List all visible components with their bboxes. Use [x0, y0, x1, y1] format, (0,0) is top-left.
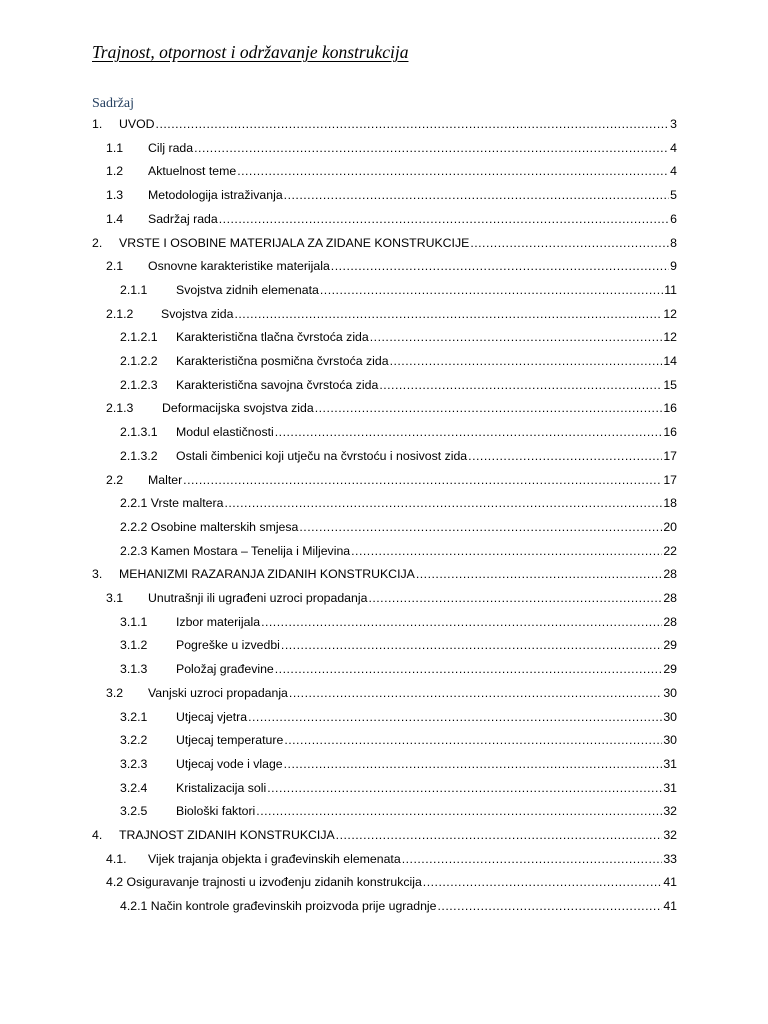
toc-dot-leader	[224, 493, 662, 513]
toc-entry-number: 2.1.2.1	[120, 330, 158, 345]
toc-dot-leader	[234, 304, 662, 324]
toc-entry[interactable]	[106, 872, 677, 892]
toc-entry-title: Unutrašnji ili ugrađeni uzroci propadanja	[148, 591, 368, 605]
toc-entry-number: 3.	[92, 567, 103, 582]
toc-dot-leader	[320, 280, 663, 300]
toc-entry-page: 22	[663, 543, 677, 558]
toc-dot-leader	[331, 256, 669, 276]
toc-entry-page: 33	[663, 851, 677, 866]
toc-entry-title: Karakteristična posmična čvrstoća zida	[176, 354, 389, 368]
toc-entry-page: 18	[663, 496, 677, 511]
toc-entry-page: 30	[663, 733, 677, 748]
toc-entry-number: 1.	[92, 117, 103, 131]
toc-dot-leader	[470, 233, 669, 253]
toc-entry[interactable]	[92, 564, 677, 584]
toc-entry-page: 28	[663, 614, 677, 629]
toc-entry-title: Utjecaj vode i vlage	[176, 756, 283, 771]
toc-entry-page: 4	[670, 140, 677, 155]
toc-entry[interactable]	[106, 849, 677, 869]
toc-entry-number: 1.2	[106, 164, 124, 179]
toc-entry[interactable]	[106, 256, 677, 276]
toc-entry-title: Karakteristična tlačna čvrstoća zida	[176, 330, 369, 345]
toc-dot-leader	[237, 161, 669, 181]
toc-dot-leader	[284, 185, 670, 205]
toc-entry[interactable]	[106, 398, 677, 418]
toc-entry-title: Ostali čimbenici koji utječu na čvrstoću i nosivost zida	[176, 448, 468, 463]
toc-entry-number: 2.1.2	[106, 306, 134, 321]
toc-entry[interactable]	[120, 801, 677, 821]
toc-entry-number: 4.1.	[106, 851, 127, 866]
toc-entry-number: 1.3	[106, 188, 124, 203]
toc-entry[interactable]	[120, 896, 677, 916]
toc-entry[interactable]	[106, 185, 677, 205]
toc-dot-leader	[275, 659, 663, 679]
toc-dot-leader	[416, 564, 662, 584]
toc-entry[interactable]	[120, 659, 677, 679]
toc-entry-number: 2.1	[106, 259, 124, 274]
toc-entry-page: 20	[663, 519, 677, 534]
toc-entry-page: 41	[663, 899, 677, 914]
toc-entry[interactable]	[92, 825, 677, 845]
toc-dot-leader	[402, 849, 663, 869]
toc-entry-title: TRAJNOST ZIDANIH KONSTRUKCIJA	[119, 828, 335, 842]
toc-entry-title: Utjecaj temperature	[176, 733, 284, 748]
toc-entry-page: 28	[663, 567, 677, 582]
toc-entry-page: 29	[663, 638, 677, 653]
toc-dot-leader	[315, 398, 663, 418]
toc-entry-title: Kristalizacija soli	[176, 780, 267, 795]
toc-entry-title: Utjecaj vjetra	[176, 709, 248, 724]
toc-entry[interactable]	[120, 612, 677, 632]
toc-entry-title: Vijek trajanja objekta i građevinskih elemenata	[148, 851, 401, 866]
toc-entry-page: 16	[663, 425, 677, 440]
toc-entry[interactable]	[120, 351, 677, 371]
toc-dot-leader	[256, 801, 662, 821]
toc-entry[interactable]	[92, 233, 677, 253]
toc-entry-title: Izbor materijala	[176, 614, 261, 629]
toc-entry-number: 2.2	[106, 472, 124, 487]
toc-entry-number: 3.2.2	[120, 733, 148, 748]
toc-dot-leader	[351, 541, 662, 561]
toc-entry[interactable]	[106, 470, 677, 490]
toc-dot-leader	[370, 327, 663, 347]
toc-entry-page: 17	[663, 472, 677, 487]
toc-entry-number: 3.2.1	[120, 709, 148, 724]
toc-entry-title: 2.2.3 Kamen Mostara – Tenelija i Miljevina	[120, 543, 351, 558]
toc-entry-page: 31	[663, 756, 677, 771]
toc-dot-leader	[299, 517, 662, 537]
toc-entry-title: Karakteristična savojna čvrstoća zida	[176, 377, 379, 392]
toc-entry-page: 41	[663, 875, 677, 890]
toc-entry-number: 3.1	[106, 591, 124, 605]
toc-entry-page: 4	[670, 164, 677, 179]
toc-dot-leader	[379, 375, 662, 395]
toc-dot-leader	[275, 422, 663, 442]
page-header: Trajnost, otpornost i održavanje konstrukcija	[92, 42, 409, 62]
toc-entry[interactable]	[120, 707, 677, 727]
toc-entry-title: Svojstva zida	[161, 306, 234, 321]
toc-entry-page: 17	[663, 448, 677, 463]
toc-entry-page: 15	[663, 377, 677, 392]
toc-entry-page: 30	[663, 685, 677, 700]
toc-entry-page: 12	[663, 306, 677, 321]
toc-entry-page: 8	[670, 235, 677, 250]
toc-entry[interactable]	[106, 683, 677, 703]
toc-dot-leader	[390, 351, 663, 371]
toc-entry[interactable]	[106, 588, 677, 608]
toc-entry[interactable]	[120, 730, 677, 750]
toc-entry-page: 29	[663, 662, 677, 677]
toc-entry[interactable]	[106, 161, 677, 181]
toc-entry-page: 6	[670, 211, 677, 226]
toc-entry[interactable]	[120, 517, 677, 537]
toc-entry-title: 2.2.1 Vrste maltera	[120, 496, 224, 511]
toc-entry-title: Cilj rada	[148, 140, 194, 155]
toc-entry-page: 32	[663, 804, 677, 819]
toc-entry[interactable]	[120, 754, 677, 774]
toc-entry-number: 1.4	[106, 211, 124, 226]
toc-entry-number: 2.1.3.1	[120, 425, 158, 440]
toc-entry[interactable]	[120, 327, 677, 347]
toc-entry-title: Metodologija istraživanja	[148, 188, 283, 203]
toc-entry-page: 31	[663, 780, 677, 795]
toc-dot-leader	[423, 872, 663, 892]
toc-dot-leader	[248, 707, 662, 727]
toc-entry-number: 2.1.2.3	[120, 377, 158, 392]
toc-entry-number: 3.1.1	[120, 614, 148, 629]
toc-entry-page: 11	[664, 282, 677, 297]
toc-entry-page: 14	[663, 354, 677, 368]
toc-entry-title: MEHANIZMI RAZARANJA ZIDANIH KONSTRUKCIJA	[119, 567, 415, 582]
toc-entry-title: 4.2.1 Način kontrole građevinskih proizvoda prije ugradnje	[120, 899, 437, 914]
toc-entry-title: 2.2.2 Osobine malterskih smjesa	[120, 519, 299, 534]
toc-dot-leader	[156, 114, 670, 134]
toc-entry[interactable]	[120, 778, 677, 798]
toc-entry-title: Položaj građevine	[176, 662, 274, 677]
toc-entry-number: 2.1.1	[120, 282, 148, 297]
toc-entry-page: 30	[663, 709, 677, 724]
toc-dot-leader	[261, 612, 662, 632]
toc-dot-leader	[281, 635, 662, 655]
toc-entry[interactable]	[120, 541, 677, 561]
toc-entry-title: Modul elastičnosti	[176, 425, 274, 440]
toc-entry-title: Aktuelnost teme	[148, 164, 237, 179]
toc-entry-number: 3.2.5	[120, 804, 148, 819]
toc-entry-number: 1.1	[106, 140, 124, 155]
toc-entry-page: 12	[663, 330, 677, 345]
toc-entry-title: Osnovne karakteristike materijala	[148, 259, 330, 274]
toc-entry-number: 2.1.2.2	[120, 354, 158, 368]
toc-entry-title: VRSTE I OSOBINE MATERIJALA ZA ZIDANE KONSTRUKCIJE	[119, 235, 470, 250]
toc-entry-page: 3	[670, 117, 677, 131]
toc-dot-leader	[289, 683, 662, 703]
toc-entry-page: 32	[663, 828, 677, 842]
toc-dot-leader	[284, 730, 662, 750]
toc-dot-leader	[368, 588, 662, 608]
toc-entry[interactable]	[120, 280, 677, 300]
toc-entry-title: Sadržaj rada	[148, 211, 218, 226]
toc-entry-number: 3.1.3	[120, 662, 148, 677]
toc-entry[interactable]	[120, 446, 677, 466]
toc-entry-title: Malter	[148, 472, 183, 487]
toc-entry[interactable]	[106, 304, 677, 324]
toc-dot-leader	[336, 825, 663, 845]
toc-entry-title: 4.2 Osiguravanje trajnosti u izvođenju zidanih konstrukcija	[106, 875, 422, 890]
toc-entry[interactable]	[120, 493, 677, 513]
toc-entry-title: UVOD	[119, 117, 155, 131]
toc-dot-leader	[267, 778, 662, 798]
toc-entry-number: 3.2.3	[120, 756, 148, 771]
toc-dot-leader	[219, 209, 669, 229]
toc-entry-page: 9	[670, 259, 677, 274]
toc-entry-number: 4.	[92, 828, 103, 842]
toc-entry-page: 5	[670, 188, 677, 203]
toc-entry-title: Vanjski uzroci propadanja	[148, 685, 288, 700]
toc-entry-number: 2.1.3.2	[120, 448, 158, 463]
toc-dot-leader	[194, 138, 669, 158]
toc-dot-leader	[183, 470, 662, 490]
toc-entry[interactable]	[106, 209, 677, 229]
toc-entry[interactable]	[106, 138, 677, 158]
toc-entry-title: Deformacijska svojstva zida	[162, 401, 314, 416]
toc-entry-page: 16	[663, 401, 677, 416]
toc-entry-title: Svojstva zidnih elemenata	[176, 282, 319, 297]
toc-entry-number: 3.2.4	[120, 780, 148, 795]
toc-entry[interactable]	[92, 114, 677, 134]
toc-entry-number: 2.	[92, 235, 103, 250]
toc-dot-leader	[468, 446, 662, 466]
toc-heading: Sadržaj	[92, 96, 134, 111]
toc-entry[interactable]	[120, 422, 677, 442]
toc-entry[interactable]	[120, 375, 677, 395]
toc-entry-number: 3.1.2	[120, 638, 148, 653]
toc-entry-number: 2.1.3	[106, 401, 134, 416]
toc-dot-leader	[284, 754, 663, 774]
toc-entry-title: Pogreške u izvedbi	[176, 638, 280, 653]
toc-entry-page: 28	[663, 591, 677, 605]
toc-dot-leader	[438, 896, 663, 916]
toc-entry-number: 3.2	[106, 685, 124, 700]
toc-entry-title: Biološki faktori	[176, 804, 256, 819]
toc-entry[interactable]	[120, 635, 677, 655]
